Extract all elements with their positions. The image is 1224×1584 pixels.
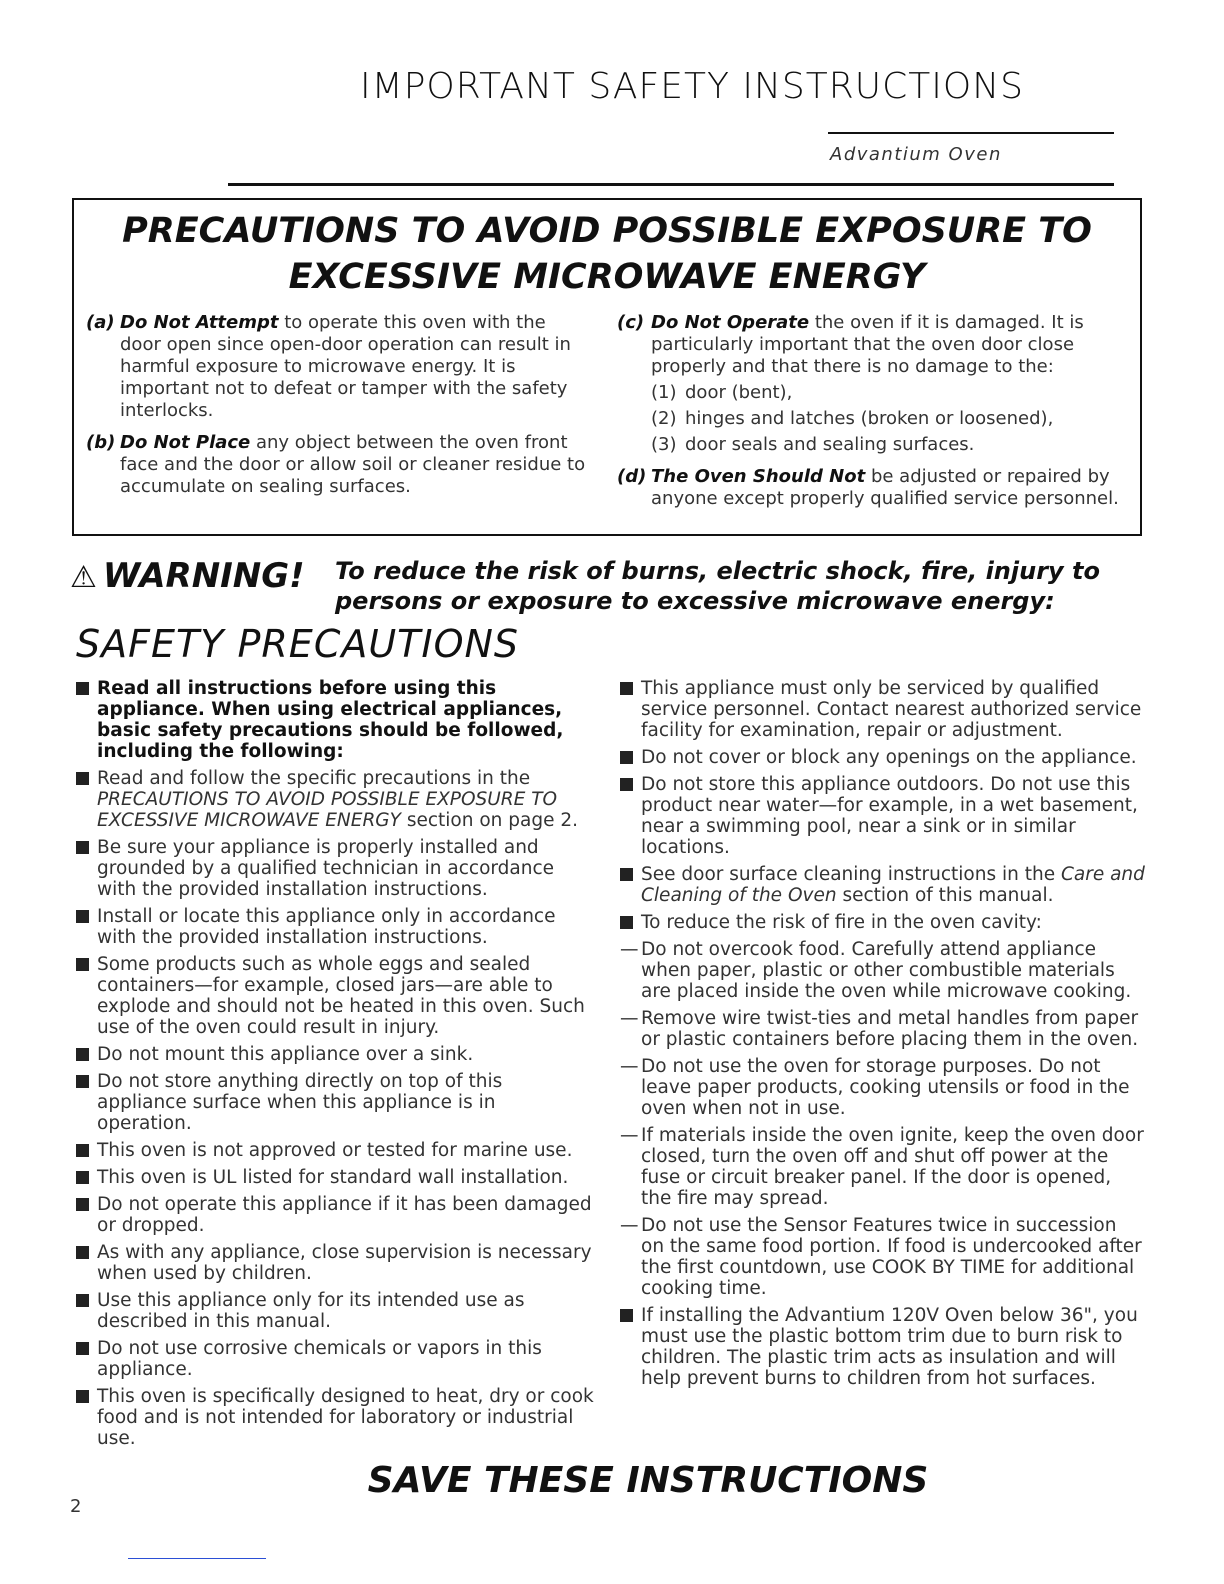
- warning-heading: [70, 556, 305, 596]
- precaution-label: (b): [86, 432, 116, 453]
- precaution-b: [86, 432, 586, 498]
- precautions-box: [72, 198, 1142, 536]
- precaution-text: the oven if it is damaged. It is particularly important that the oven door close properly and that there is no damage to the:: [651, 312, 1084, 377]
- bullet-item: Do not use corrosive chemicals or vapors in this appliance.: [76, 1338, 596, 1380]
- bullet-item: As with any appliance, close supervision is necessary when used by children.: [76, 1242, 596, 1284]
- bullet-item: Do not mount this appliance over a sink.: [76, 1044, 596, 1065]
- bullet-item: Do not store anything directly on top of this appliance surface when this appliance is in operation.: [76, 1071, 596, 1134]
- footer-underline: [128, 1558, 266, 1559]
- bullet-item: Read all instructions before using this appliance. When using electrical appliances, basic safety precautions should be followed, including the following:: [76, 678, 596, 762]
- page-number: 2: [70, 1496, 82, 1517]
- precaution-label: (a): [86, 312, 115, 333]
- precautions-title: [74, 208, 1140, 300]
- precaution-key: The Oven Should Not: [651, 466, 866, 487]
- header-rule-long: [228, 183, 1114, 186]
- bullet-item: Use this appliance only for its intended use as described in this manual.: [76, 1290, 596, 1332]
- bullet-item: Install or locate this appliance only in accordance with the provided installation instructions.: [76, 906, 596, 948]
- sub-item-text: door seals and sealing surfaces.: [685, 434, 975, 455]
- sub-item-text: hinges and latches (broken or loosened),: [685, 408, 1054, 429]
- sub-item-text: door (bent),: [685, 382, 793, 403]
- save-instructions-heading: SAVE THESE INSTRUCTIONS: [367, 1460, 929, 1501]
- header-rule-short: [828, 132, 1114, 134]
- precaution-sub-item: [651, 382, 1137, 404]
- precaution-sub-item: [651, 434, 1137, 456]
- precautions-title-line-2: EXCESSIVE MICROWAVE ENERGY: [288, 257, 926, 297]
- bullet-item: This appliance must only be serviced by qualified service personnel. Contact nearest authorized service facility for examination, repair or adjustment.: [620, 678, 1145, 741]
- bullet-text: See door surface cleaning instructions in the: [641, 864, 1061, 885]
- precautions-title-line-1: PRECAUTIONS TO AVOID POSSIBLE EXPOSURE TO: [122, 211, 1092, 251]
- precaution-key: Do Not Operate: [651, 312, 810, 333]
- bullet-item: This oven is UL listed for standard wall installation.: [76, 1167, 596, 1188]
- precaution-sub-item: [651, 408, 1137, 430]
- precaution-key: Do Not Place: [120, 432, 251, 453]
- precaution-label: (c): [617, 312, 645, 333]
- bullet-emphasis: PRECAUTIONS TO AVOID POSSIBLE EXPOSURE TO EXCESSIVE MICROWAVE ENERGY: [97, 789, 558, 831]
- precaution-d: [617, 466, 1137, 510]
- precaution-text: to operate this oven with the door open since open-door operation can result in harmful exposure to microwave energy. It is important not to defeat or tamper with the safety interlocks.: [120, 312, 571, 421]
- bullet-item: [76, 768, 596, 831]
- bullet-text: section on page 2.: [400, 810, 579, 831]
- bullet-item: This oven is not approved or tested for marine use.: [76, 1140, 596, 1161]
- sub-item-number: (2): [651, 408, 677, 429]
- dash-item: — Do not overcook food. Carefully attend appliance when paper, plastic or other combustible materials are placed inside the oven while microwave cooking.: [620, 939, 1145, 1002]
- precaution-a: [86, 312, 586, 422]
- bullet-item: Do not cover or block any openings on the appliance.: [620, 747, 1145, 768]
- bullet-item: Do not operate this appliance if it has been damaged or dropped.: [76, 1194, 596, 1236]
- precautions-left-column: [86, 312, 586, 508]
- precaution-text: be adjusted or repaired by anyone except properly qualified service personnel.: [651, 466, 1119, 509]
- dash-item: — If materials inside the oven ignite, keep the oven door closed, turn the oven off and shut off power at the fuse or circuit breaker panel. If the door is opened, the fire may spread.: [620, 1125, 1145, 1209]
- bullet-item: Be sure your appliance is properly installed and grounded by a qualified technician in accordance with the provided installation instructions.: [76, 837, 596, 900]
- dash-item: — Do not use the oven for storage purposes. Do not leave paper products, cooking utensils or food in the oven when not in use.: [620, 1056, 1145, 1119]
- sub-item-number: (1): [651, 382, 677, 403]
- product-name: Advantium Oven: [830, 144, 1002, 165]
- safety-right-column: [620, 678, 1145, 1395]
- dash-item: — Remove wire twist-ties and metal handles from paper or plastic containers before placing them in the oven.: [620, 1008, 1145, 1050]
- page-title: IMPORTANT SAFETY INSTRUCTIONS: [360, 66, 1024, 107]
- dash-item: — Do not use the Sensor Features twice in succession on the same food portion. If food is undercooked after the first countdown, use COOK BY TIME for additional cooking time.: [620, 1215, 1145, 1299]
- bullet-item: [620, 864, 1145, 906]
- sub-item-number: (3): [651, 434, 677, 455]
- safety-precautions-heading: SAFETY PRECAUTIONS: [76, 622, 520, 666]
- warning-text: To reduce the risk of burns, electric shock, fire, injury to persons or exposure to excessive microwave energy:: [335, 557, 1100, 615]
- precaution-text: any object between the oven front face and the door or allow soil or cleaner residue to accumulate on sealing surfaces.: [120, 432, 586, 497]
- bullet-item: If installing the Advantium 120V Oven below 36", you must use the plastic bottom trim due to burn risk to children. The plastic trim acts as insulation and will help prevent burns to children from hot surfaces.: [620, 1305, 1145, 1389]
- bullet-text: section of this manual.: [836, 885, 1054, 906]
- warning-label: WARNING!: [102, 556, 305, 596]
- precaution-c: [617, 312, 1137, 456]
- bullet-item: Some products such as whole eggs and sealed containers—for example, closed jars—are able to explode and should not be heated in this oven. Such use of the oven could result in injury.: [76, 954, 596, 1038]
- precautions-right-column: [617, 312, 1137, 520]
- bullet-item: This oven is specifically designed to heat, dry or cook food and is not intended for laboratory or industrial use.: [76, 1386, 596, 1449]
- precaution-key: Do Not Attempt: [120, 312, 279, 333]
- bullet-text: Read and follow the specific precautions in the: [97, 768, 531, 789]
- precaution-label: (d): [617, 466, 647, 487]
- warning-icon: ⚠: [70, 560, 97, 595]
- bullet-item: Do not store this appliance outdoors. Do not use this product near water—for example, in a wet basement, near a swimming pool, near a sink or in similar locations.: [620, 774, 1145, 858]
- bullet-emphasis: Care and Cleaning of the Oven: [641, 864, 1145, 906]
- bullet-item: To reduce the risk of fire in the oven cavity:: [620, 912, 1145, 933]
- safety-left-column: [76, 678, 596, 1455]
